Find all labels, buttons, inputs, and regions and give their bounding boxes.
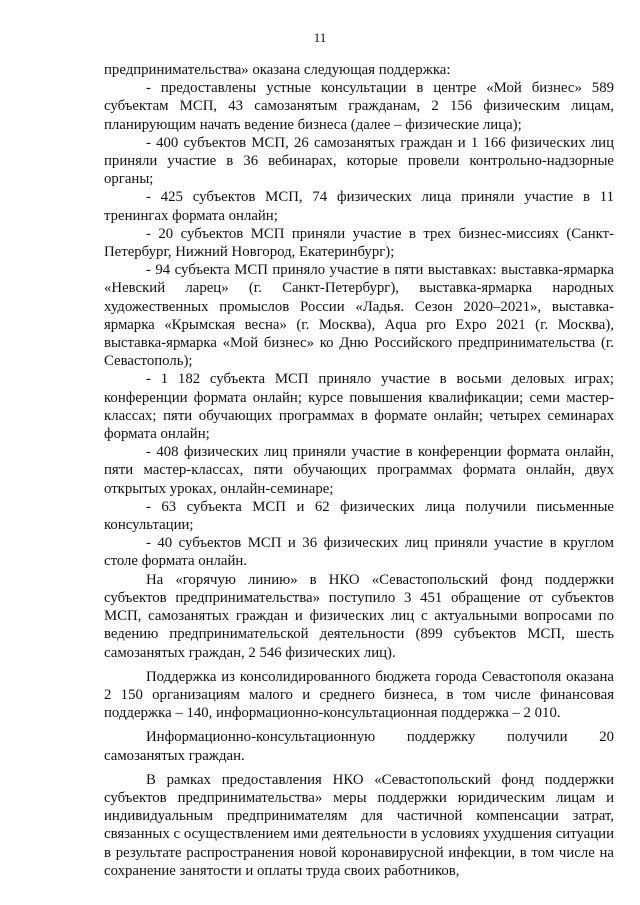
document-body xyxy=(104,61,614,880)
paragraph: - 40 субъектов МСП и 36 физических лиц приняли участие в круглом столе формата онлайн. xyxy=(104,535,614,570)
page-number: 11 xyxy=(313,30,327,45)
paragraph: - предоставлены устные консультации в центре «Мой бизнес» 589 субъектам МСП, 43 самозанятым гражданам, 2 156 физическим лицам, планирующим начать ведение бизнеса (далее – физические лица); xyxy=(104,80,614,133)
paragraph: - 425 субъектов МСП, 74 физических лица приняли участие в 11 тренингах формата онлайн; xyxy=(104,189,614,224)
paragraph: На «горячую линию» в НКО «Севастопольский фонд поддержки субъектов предпринимательства» поступило 3 451 обращение от субъектов МСП, самозанятых граждан и физических лиц с актуальными вопросами по ведению предпринимательской деятельности (899 субъектов МСП, шесть самозанятых граждан, 2 546 физических лиц). xyxy=(104,571,614,661)
paragraph: - 408 физических лиц приняли участие в конференции формата онлайн, пяти мастер-классах, пяти обучающих программах формата онлайн, двух открытых уроках, онлайн-семинаре; xyxy=(104,444,614,497)
paragraph: - 20 субъектов МСП приняли участие в трех бизнес-миссиях (Санкт-Петербург, Нижний Новгород, Екатеринбург); xyxy=(104,225,614,261)
paragraph: - 1 182 субъекта МСП приняло участие в восьми деловых играх; конференции формата онлайн; курсе повышения квалификации; семи мастер-классах; пяти обучающих программах в формате онлайн; четырех семинарах формата онлайн; xyxy=(104,371,614,443)
paragraph: Информационно-консультационную поддержку получили 20 самозанятых граждан. xyxy=(104,729,614,764)
paragraph: предпринимательства» оказана следующая поддержка: xyxy=(104,62,451,78)
paragraph: - 63 субъекта МСП и 62 физических лица получили письменные консультации; xyxy=(104,498,614,534)
paragraph: В рамках предоставления НКО «Севастопольский фонд поддержки субъектов предпринимательства» меры поддержки юридическим лицам и индивидуальным предпринимателям для частичной компенсации затрат, связанных с осуществлением ими деятельности в условиях ухудшения ситуации в результате распространения новой коронавирусной инфекции, в том числе на сохранение занятости и оплаты труда своих работников, xyxy=(104,771,614,879)
paragraph: - 400 субъектов МСП, 26 самозанятых граждан и 1 166 физических лиц приняли участие в 36 вебинарах, которые провели контрольно-надзорные органы; xyxy=(104,134,614,188)
paragraph: Поддержка из консолидированного бюджета города Севастополя оказана 2 150 организациям малого и среднего бизнеса, в том числе финансовая поддержка – 140, информационно-консультационная поддержка – 2 010. xyxy=(104,668,614,722)
paragraph: - 94 субъекта МСП приняло участие в пяти выставках: выставка-ярмарка «Невский ларец» (г. Санкт-Петербург), выставка-ярмарка народных художественных промыслов России «Ладья. Сезон 2020–2021», выставка-ярмарка «Крымская весна» (г. Москва), Aqua pro Expo 2021 (г. Москва), выставка-ярмарка «Мой бизнес» ко Дню Российского предпринимательства (г. Севастополь); xyxy=(104,262,614,370)
